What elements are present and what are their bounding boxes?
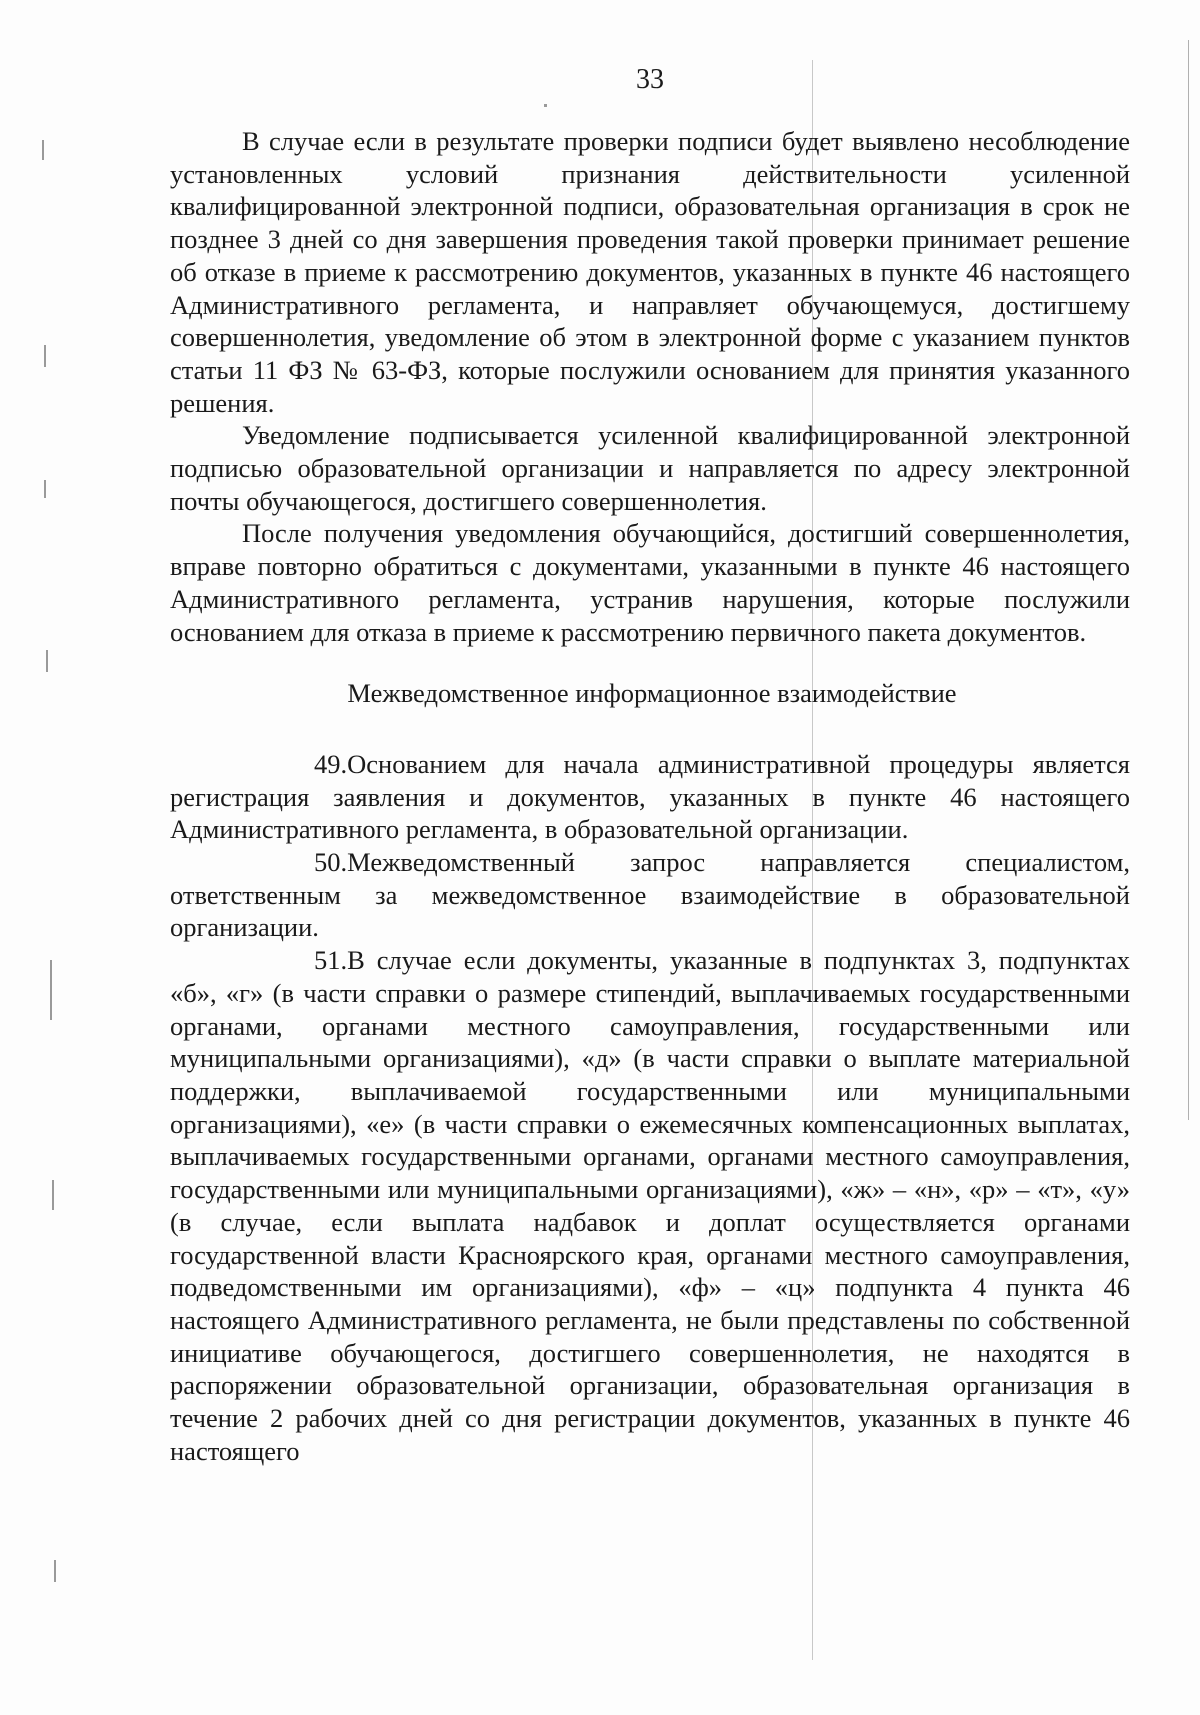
- paragraph-text: Межведомственный запрос направляется специалистом, ответственным за межведомственное взаимодействие в образовательной организации.: [170, 847, 1130, 943]
- scan-speck: [42, 140, 44, 160]
- scan-speck: [50, 960, 52, 1020]
- numbered-paragraph: [170, 846, 1130, 944]
- scan-speck: [52, 1180, 54, 1210]
- scan-speck: [44, 345, 46, 367]
- section-heading: Межведомственное информационное взаимодействие: [347, 678, 957, 709]
- scan-speck: [544, 104, 547, 107]
- numbered-paragraph: [170, 944, 1130, 1467]
- paragraph-text: Основанием для начала административной процедуры является регистрация заявления и документов, указанных в пункте 46 настоящего Административного регламента, в образовательной организации.: [170, 748, 1130, 845]
- paragraph-number: 51.: [314, 945, 348, 976]
- paragraph-resubmission: После получения уведомления обучающийся, достигший совершеннолетия, вправе повторно обратиться с документами, указанными в пункте 46 настоящего Административного регламента, устранив нарушения, которые послужили основанием для отказа в приеме к рассмотрению первичного пакета документов.: [170, 518, 1130, 647]
- paragraph-notification-signed: Уведомление подписывается усиленной квалифицированной электронной подписью образовательной организации и направляется по адресу электронной почты обучающегося, достигшего совершеннолетия.: [170, 420, 1130, 516]
- paragraph-text: В случае если документы, указанные в подпунктах 3, подпунктах «б», «г» (в части справки о размере стипендий, выплачиваемых государственными органами, органами местного самоуправления, государственными или муниципальными организациями), «д» (в части справки о выплате материальной поддержки, выплачиваемой государственными или муниципальными организациями), «е» (в части справки о ежемесячных компенсационных выплатах, выплачиваемых государственными органами, органами местного самоуправления, государственными или муниципальными организациями), «ж» – «н», «р» – «т», «у» (в случае, если выплата надбавок и доплат осуществляется органами государственной власти Красноярского края, органами местного самоуправления, подведомственными им организациями), «ф» – «ц» подпункта 4 пункта 46 настоящего Административного регламента, не были представлены по собственной инициативе обучающегося, достигшего совершеннолетия, не находятся в распоряжении образовательной организации, образовательная организация в течение 2 рабочих дней со дня регистрации документов, указанных в пункте 46 настоящего: [170, 945, 1130, 1466]
- scan-edge-line: [1188, 40, 1189, 1120]
- document-body: [170, 125, 1130, 1467]
- paragraph-signature-check: В случае если в результате проверки подписи будет выявлено несоблюдение установленных условий признания действительности усиленной квалифицированной электронной подписи, образовательная организация в срок не позднее 3 дней со дня завершения проведения такой проверки принимает решение об отказе в приеме к рассмотрению документов, указанных в пункте 46 настоящего Административного регламента, и направляет обучающемуся, достигшему совершеннолетия, уведомление об этом в электронной форме с указанием пунктов статьи 11 ФЗ № 63-ФЗ, которые послужили основанием для принятия указанного решения.: [170, 126, 1130, 418]
- scan-speck: [54, 1560, 56, 1582]
- paragraph-number: 50.: [314, 847, 348, 878]
- scan-speck: [44, 480, 46, 498]
- numbered-paragraph: [170, 748, 1130, 846]
- paragraph-number: 49.: [314, 748, 348, 779]
- scan-speck: [46, 650, 48, 672]
- page-number: 33: [636, 64, 664, 95]
